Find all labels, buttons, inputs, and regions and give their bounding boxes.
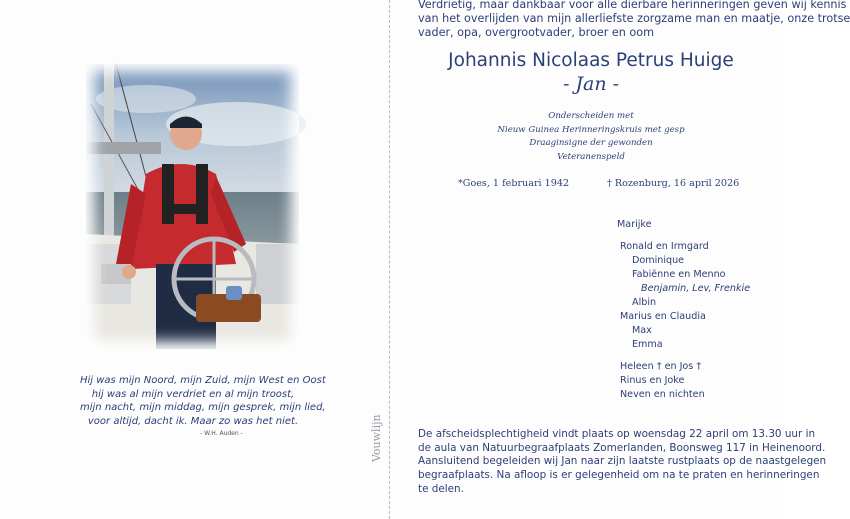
family-grandchild: Max (632, 325, 652, 336)
family-grandchild: Albin (632, 297, 657, 308)
family-great-grandchildren: Benjamin, Lev, Frenkie (641, 283, 751, 294)
ceremony-line: te delen. (418, 482, 464, 495)
intro-line: Verdrietig, maar dankbaar voor alle dierbare herinneringen geven wij kennis (418, 0, 847, 11)
poem (80, 374, 326, 428)
ceremony-line: begraafplaats. Na afloop is er gelegenheid om na te praten en herinneringen (418, 469, 820, 482)
sailing-photo-illustration (86, 64, 299, 349)
family-child: Marius en Claudia (620, 311, 706, 322)
poem-line: mijn nacht, mijn middag, mijn gesprek, mijn lied, (80, 402, 326, 414)
family-spouse: Marijke (617, 219, 652, 230)
family-child: Ronald en Irmgard (620, 241, 709, 252)
ceremony-line: de aula van Natuurbegraafplaats Zomerlanden, Boonsweg 117 in Heinenoord. (418, 441, 826, 454)
honours-line: Onderscheiden met (548, 111, 634, 121)
ceremony-info (418, 428, 827, 497)
honours (418, 110, 764, 164)
intro-line: van het overlijden van mijn allerliefste zorgzame man en maatje, onze trotse (418, 12, 850, 25)
birth-date: *Goes, 1 februari 1942 (458, 178, 570, 189)
deceased-nickname: - Jan - (562, 73, 620, 95)
intro-line: vader, opa, overgrootvader, broer en oom (418, 26, 654, 39)
honours-line: Nieuw Guinea Herinneringskruis met gesp (497, 124, 685, 135)
poem-line: Hij was mijn Noord, mijn Zuid, mijn West en Oost (80, 375, 326, 386)
family-grandchild: Emma (632, 339, 663, 350)
family-grandchild: Dominique (632, 255, 685, 266)
honours-line: Veteranenspeld (557, 151, 625, 162)
portrait-photo (86, 64, 299, 349)
poem-line: voor altijd, dacht ik. Maar zo was het niet. (87, 415, 299, 427)
intro-text (418, 0, 850, 40)
ceremony-line: De afscheidsplechtigheid vindt plaats op woensdag 22 april om 13.30 uur in (418, 428, 816, 440)
family-sibling: Rinus en Joke (620, 375, 685, 386)
family-sibling: Heleen † en Jos † (620, 361, 702, 372)
poem-line: hij was al mijn verdriet en al mijn troost, (91, 388, 295, 400)
death-date: † Rozenburg, 16 april 2026 (607, 178, 740, 189)
deceased-name: Johannis Nicolaas Petrus Huige (448, 50, 734, 71)
ceremony-line: Aansluitend begeleiden wij Jan naar zijn laatste rustplaats op de naastgelegen (418, 455, 827, 468)
honours-line: Draaginsigne der gewonden (529, 138, 653, 148)
poem-attribution: - W.H. Auden - (200, 430, 243, 437)
fold-line (389, 0, 390, 519)
family-grandchild: Fabiënne en Menno (632, 269, 726, 280)
fold-label: Vouwlijn (370, 414, 383, 462)
family-relatives: Neven en nichten (620, 389, 705, 400)
